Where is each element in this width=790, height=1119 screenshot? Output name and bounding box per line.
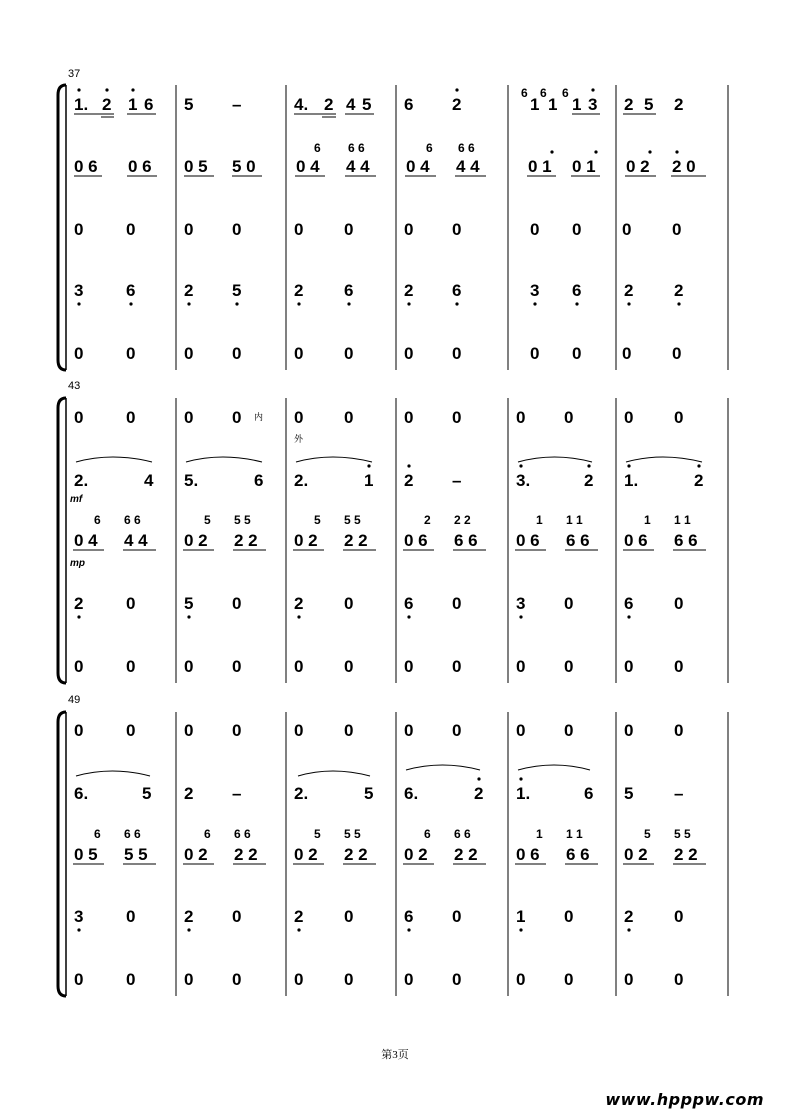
svg-text:5: 5	[314, 827, 321, 841]
svg-text:0: 0	[344, 721, 354, 740]
svg-text:5: 5	[624, 784, 634, 803]
svg-text:6: 6	[424, 827, 431, 841]
svg-text:6: 6	[540, 86, 547, 100]
staff-row-4	[74, 594, 683, 619]
svg-text:2: 2	[584, 471, 594, 490]
svg-text:4 4: 4 4	[124, 531, 148, 550]
svg-text:0: 0	[184, 970, 194, 989]
svg-text:3.: 3.	[516, 471, 531, 490]
svg-text:0: 0	[622, 220, 632, 239]
svg-text:0: 0	[74, 408, 84, 427]
svg-text:0 4: 0 4	[296, 157, 320, 176]
svg-text:0: 0	[564, 594, 574, 613]
svg-text:0: 0	[74, 220, 84, 239]
svg-text:0: 0	[404, 408, 414, 427]
svg-text:0: 0	[232, 220, 242, 239]
svg-text:0: 0	[672, 220, 682, 239]
system-brace	[58, 712, 66, 996]
svg-text:3: 3	[588, 95, 598, 114]
svg-text:2 2: 2 2	[234, 531, 258, 550]
dynamic-mf: mf	[70, 494, 83, 505]
svg-text:6 6: 6 6	[674, 531, 698, 550]
svg-text:0: 0	[232, 657, 242, 676]
staff-row-2	[74, 765, 683, 803]
svg-text:0 6: 0 6	[516, 845, 540, 864]
svg-text:4 4: 4 4	[456, 157, 480, 176]
staff-row-5	[74, 970, 683, 989]
staff-row-4	[74, 281, 683, 306]
svg-text:0: 0	[344, 657, 354, 676]
svg-text:5 5: 5 5	[124, 845, 148, 864]
svg-text:1 1: 1 1	[566, 827, 583, 841]
svg-text:0 2: 0 2	[184, 845, 208, 864]
site-watermark: www.hpppw.com	[605, 1090, 764, 1109]
staff-row-5	[74, 344, 681, 363]
svg-text:0: 0	[184, 657, 194, 676]
svg-text:5: 5	[184, 594, 194, 613]
svg-text:0: 0	[126, 220, 136, 239]
svg-text:0: 0	[344, 594, 354, 613]
svg-text:5.: 5.	[184, 471, 199, 490]
svg-text:2: 2	[694, 471, 704, 490]
svg-text:1 1: 1 1	[566, 513, 583, 527]
svg-text:0 6: 0 6	[516, 531, 540, 550]
svg-text:5 0: 5 0	[232, 157, 256, 176]
svg-text:0: 0	[294, 721, 304, 740]
svg-text:0: 0	[404, 970, 414, 989]
svg-text:0: 0	[344, 907, 354, 926]
svg-text:0: 0	[572, 220, 582, 239]
svg-text:0: 0	[232, 344, 242, 363]
svg-text:0: 0	[232, 408, 242, 427]
svg-text:1: 1	[530, 95, 540, 114]
svg-text:–: –	[674, 784, 684, 803]
svg-text:1: 1	[536, 827, 543, 841]
svg-text:5: 5	[204, 513, 211, 527]
svg-text:3: 3	[530, 281, 540, 300]
svg-text:2: 2	[294, 594, 304, 613]
svg-text:6: 6	[521, 86, 528, 100]
staff-row-3	[74, 220, 681, 239]
svg-text:0 5: 0 5	[74, 845, 98, 864]
svg-text:2: 2	[294, 281, 304, 300]
svg-text:2: 2	[74, 594, 84, 613]
svg-text:6: 6	[404, 907, 414, 926]
svg-text:0: 0	[126, 657, 136, 676]
svg-text:3: 3	[74, 907, 84, 926]
svg-text:5: 5	[232, 281, 242, 300]
svg-text:0: 0	[126, 594, 136, 613]
svg-text:5: 5	[184, 95, 194, 114]
svg-text:2: 2	[184, 281, 194, 300]
staff-row-5	[74, 657, 683, 676]
svg-text:0: 0	[232, 721, 242, 740]
staff-row-3	[73, 827, 706, 864]
svg-text:2: 2	[184, 907, 194, 926]
svg-text:5: 5	[314, 513, 321, 527]
svg-text:2: 2	[404, 471, 414, 490]
svg-text:1: 1	[128, 95, 138, 114]
svg-text:0: 0	[672, 344, 682, 363]
svg-text:4.: 4.	[294, 95, 309, 114]
svg-text:0: 0	[294, 220, 304, 239]
mark-nei: 内	[254, 412, 264, 422]
svg-text:1: 1	[644, 513, 651, 527]
svg-text:6: 6	[94, 827, 101, 841]
svg-text:0 2: 0 2	[294, 531, 318, 550]
svg-text:6: 6	[404, 594, 414, 613]
svg-text:0: 0	[564, 408, 574, 427]
svg-text:0: 0	[126, 721, 136, 740]
svg-text:1: 1	[548, 95, 558, 114]
svg-text:6: 6	[254, 471, 264, 490]
svg-text:0: 0	[516, 657, 526, 676]
svg-text:0: 0	[344, 970, 354, 989]
svg-text:6 6: 6 6	[566, 531, 590, 550]
svg-text:0: 0	[232, 970, 242, 989]
svg-text:0: 0	[452, 220, 462, 239]
svg-text:6: 6	[572, 281, 582, 300]
staff-row-2	[70, 433, 703, 505]
svg-text:0 1: 0 1	[528, 157, 552, 176]
svg-text:0: 0	[452, 970, 462, 989]
svg-text:0: 0	[452, 344, 462, 363]
svg-text:1.: 1.	[516, 784, 531, 803]
svg-text:2: 2	[624, 907, 634, 926]
svg-text:0: 0	[184, 408, 194, 427]
svg-text:0: 0	[184, 344, 194, 363]
svg-text:0: 0	[516, 970, 526, 989]
svg-text:0 1: 0 1	[572, 157, 596, 176]
svg-text:2: 2	[102, 95, 112, 114]
svg-text:0 4: 0 4	[406, 157, 430, 176]
svg-text:0: 0	[452, 907, 462, 926]
svg-text:2 2: 2 2	[454, 513, 471, 527]
staff-row-1	[74, 721, 683, 740]
svg-text:6 6: 6 6	[458, 141, 475, 155]
svg-text:2: 2	[624, 281, 634, 300]
mark-wai: 外	[294, 434, 304, 444]
svg-text:5: 5	[142, 784, 152, 803]
svg-text:4 4: 4 4	[346, 157, 370, 176]
svg-text:0: 0	[184, 220, 194, 239]
system-3	[58, 694, 728, 996]
svg-text:6: 6	[584, 784, 594, 803]
svg-text:–: –	[452, 471, 462, 490]
svg-text:1: 1	[536, 513, 543, 527]
svg-text:6 6: 6 6	[124, 827, 141, 841]
svg-text:0: 0	[674, 657, 684, 676]
svg-text:0: 0	[622, 344, 632, 363]
svg-text:0: 0	[674, 907, 684, 926]
svg-text:3: 3	[74, 281, 84, 300]
svg-text:1: 1	[364, 471, 374, 490]
svg-text:3: 3	[516, 594, 526, 613]
dynamic-mp: mp	[70, 558, 85, 569]
svg-text:6: 6	[562, 86, 569, 100]
svg-text:0: 0	[232, 594, 242, 613]
svg-text:6.: 6.	[74, 784, 89, 803]
svg-text:2: 2	[404, 281, 414, 300]
svg-text:5: 5	[644, 827, 651, 841]
svg-text:0: 0	[294, 970, 304, 989]
svg-text:0: 0	[674, 721, 684, 740]
svg-text:5: 5	[362, 95, 372, 114]
svg-text:0 6: 0 6	[74, 157, 98, 176]
svg-text:0: 0	[126, 408, 136, 427]
svg-text:0: 0	[516, 408, 526, 427]
svg-text:0 2: 0 2	[404, 845, 428, 864]
staff-row-3	[70, 513, 706, 569]
svg-text:6: 6	[404, 95, 414, 114]
svg-text:2.: 2.	[294, 784, 309, 803]
svg-text:5: 5	[644, 95, 654, 114]
svg-text:0: 0	[74, 657, 84, 676]
svg-text:0: 0	[126, 907, 136, 926]
staff-row-2	[74, 141, 706, 176]
svg-text:0 2: 0 2	[624, 845, 648, 864]
system-brace	[58, 398, 66, 683]
svg-text:6: 6	[144, 95, 154, 114]
svg-text:6: 6	[126, 281, 136, 300]
svg-text:0 6: 0 6	[128, 157, 152, 176]
system-brace	[58, 85, 66, 370]
svg-text:1: 1	[572, 95, 582, 114]
svg-text:6: 6	[314, 141, 321, 155]
svg-text:5 5: 5 5	[344, 513, 361, 527]
svg-text:0: 0	[404, 220, 414, 239]
svg-text:0: 0	[344, 344, 354, 363]
svg-text:5 5: 5 5	[344, 827, 361, 841]
svg-text:0: 0	[452, 408, 462, 427]
svg-text:5 5: 5 5	[674, 827, 691, 841]
svg-text:0: 0	[452, 721, 462, 740]
svg-text:0 4: 0 4	[74, 531, 98, 550]
svg-text:2: 2	[674, 281, 684, 300]
svg-text:6 6: 6 6	[454, 827, 471, 841]
svg-text:2: 2	[324, 95, 334, 114]
svg-text:2 2: 2 2	[674, 845, 698, 864]
svg-text:0 2: 0 2	[626, 157, 650, 176]
svg-text:0: 0	[294, 344, 304, 363]
svg-text:2: 2	[294, 907, 304, 926]
svg-text:6 6: 6 6	[124, 513, 141, 527]
bar-number: 37	[68, 68, 81, 80]
svg-text:5 5: 5 5	[234, 513, 251, 527]
svg-text:0: 0	[344, 220, 354, 239]
svg-text:2: 2	[452, 95, 462, 114]
svg-text:2 2: 2 2	[344, 845, 368, 864]
svg-text:0: 0	[404, 721, 414, 740]
svg-text:0: 0	[564, 721, 574, 740]
svg-text:6.: 6.	[404, 784, 419, 803]
svg-text:6: 6	[452, 281, 462, 300]
svg-text:0: 0	[294, 408, 304, 427]
svg-text:1 1: 1 1	[674, 513, 691, 527]
svg-text:0: 0	[624, 721, 634, 740]
svg-text:4: 4	[346, 95, 356, 114]
svg-text:0: 0	[530, 344, 540, 363]
svg-text:2: 2	[184, 784, 194, 803]
svg-text:6: 6	[624, 594, 634, 613]
page-number: 第3页	[381, 1049, 409, 1061]
svg-text:2 2: 2 2	[454, 845, 478, 864]
svg-text:6 6: 6 6	[348, 141, 365, 155]
svg-text:0: 0	[624, 408, 634, 427]
svg-text:2.: 2.	[294, 471, 309, 490]
svg-text:0 2: 0 2	[294, 845, 318, 864]
svg-text:2 2: 2 2	[344, 531, 368, 550]
svg-text:6 6: 6 6	[566, 845, 590, 864]
bar-number: 49	[68, 694, 81, 706]
svg-text:1.: 1.	[624, 471, 639, 490]
svg-text:0: 0	[74, 721, 84, 740]
svg-text:0: 0	[126, 344, 136, 363]
svg-text:2: 2	[624, 95, 634, 114]
svg-text:5: 5	[364, 784, 374, 803]
svg-text:0: 0	[232, 907, 242, 926]
svg-text:0: 0	[184, 721, 194, 740]
svg-text:0: 0	[564, 657, 574, 676]
svg-text:6 6: 6 6	[234, 827, 251, 841]
svg-text:6: 6	[204, 827, 211, 841]
svg-text:1: 1	[516, 907, 526, 926]
staff-row-1	[74, 86, 683, 117]
svg-text:0: 0	[624, 657, 634, 676]
svg-text:0: 0	[674, 594, 684, 613]
staff-row-4	[74, 907, 683, 932]
svg-text:0: 0	[126, 970, 136, 989]
svg-text:0: 0	[452, 657, 462, 676]
system-1	[58, 68, 728, 370]
svg-text:2: 2	[424, 513, 431, 527]
svg-text:0: 0	[294, 657, 304, 676]
svg-text:0 6: 0 6	[624, 531, 648, 550]
svg-text:0 5: 0 5	[184, 157, 208, 176]
svg-text:6: 6	[94, 513, 101, 527]
svg-text:–: –	[232, 95, 242, 114]
svg-text:0: 0	[564, 970, 574, 989]
svg-text:–: –	[232, 784, 242, 803]
svg-text:2.: 2.	[74, 471, 89, 490]
svg-text:4: 4	[144, 471, 154, 490]
svg-text:6: 6	[344, 281, 354, 300]
svg-text:6: 6	[426, 141, 433, 155]
bar-number: 43	[68, 380, 81, 392]
svg-text:0 2: 0 2	[184, 531, 208, 550]
svg-text:0: 0	[674, 408, 684, 427]
svg-text:0: 0	[530, 220, 540, 239]
svg-text:0: 0	[344, 408, 354, 427]
svg-text:0: 0	[452, 594, 462, 613]
svg-text:0: 0	[516, 721, 526, 740]
svg-text:0: 0	[74, 970, 84, 989]
svg-text:2: 2	[474, 784, 484, 803]
svg-text:1.: 1.	[74, 95, 89, 114]
svg-text:0: 0	[404, 657, 414, 676]
svg-text:0 6: 0 6	[404, 531, 428, 550]
svg-text:0: 0	[572, 344, 582, 363]
svg-text:0: 0	[404, 344, 414, 363]
svg-text:0: 0	[674, 970, 684, 989]
svg-text:0: 0	[74, 344, 84, 363]
svg-text:6 6: 6 6	[454, 531, 478, 550]
svg-text:0: 0	[564, 907, 574, 926]
system-2	[58, 380, 728, 683]
svg-text:2 2: 2 2	[234, 845, 258, 864]
svg-text:2: 2	[674, 95, 684, 114]
staff-row-1	[74, 408, 683, 427]
svg-text:0: 0	[624, 970, 634, 989]
svg-text:2 0: 2 0	[672, 157, 696, 176]
